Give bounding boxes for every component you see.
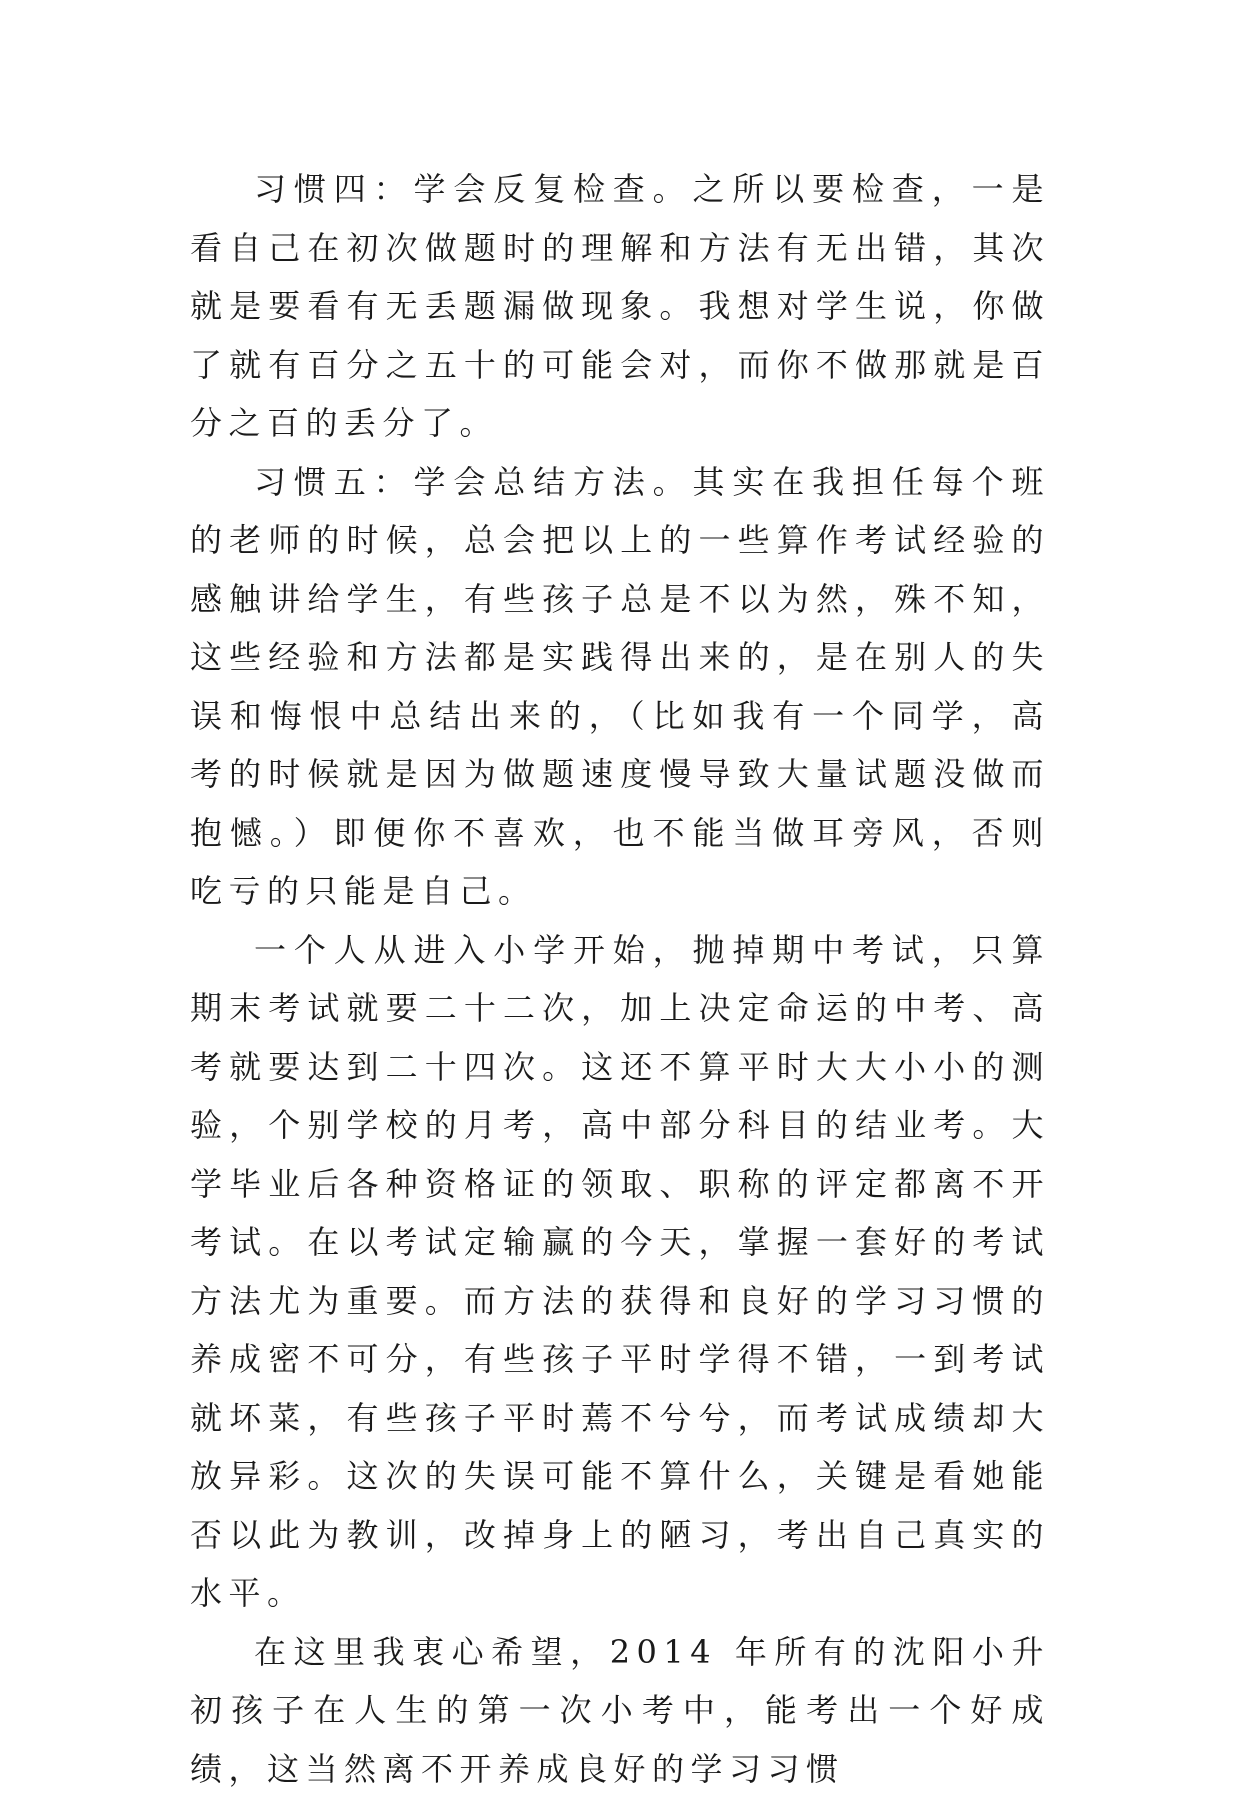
paragraph-closing-wish: 在这里我衷心希望，2014 年所有的沈阳小升初孩子在人生的第一次小考中，能考出一个好成绩，这当然离不开养成良好的学习习惯: [190, 1623, 1050, 1798]
paragraph-habit-five: 习惯五：学会总结方法。其实在我担任每个班的老师的时候，总会把以上的一些算作考试经验的感触讲给学生，有些孩子总是不以为然，殊不知，这些经验和方法都是实践得出来的，是在别人的失误和悔恨中总结出来的，（比如我有一个同学，高考的时候就是因为做题速度慢导致大量试题没做而抱憾。）即便你不喜欢，也不能当做耳旁风，否则吃亏的只能是自己。: [190, 453, 1050, 921]
document-body: [190, 160, 1050, 1798]
paragraph-habit-four: 习惯四：学会反复检查。之所以要检查，一是看自己在初次做题时的理解和方法有无出错，其次就是要看有无丢题漏做现象。我想对学生说，你做了就有百分之五十的可能会对，而你不做那就是百分之百的丢分了。: [190, 160, 1050, 453]
paragraph-exam-count: 一个人从进入小学开始，抛掉期中考试，只算期末考试就要二十二次，加上决定命运的中考、高考就要达到二十四次。这还不算平时大大小小的测验，个别学校的月考，高中部分科目的结业考。大学毕业后各种资格证的领取、职称的评定都离不开考试。在以考试定输赢的今天，掌握一套好的考试方法尤为重要。而方法的获得和良好的学习习惯的养成密不可分，有些孩子平时学得不错，一到考试就坏菜，有些孩子平时蔫不兮兮，而考试成绩却大放异彩。这次的失误可能不算什么，关键是看她能否以此为教训，改掉身上的陋习，考出自己真实的水平。: [190, 921, 1050, 1623]
